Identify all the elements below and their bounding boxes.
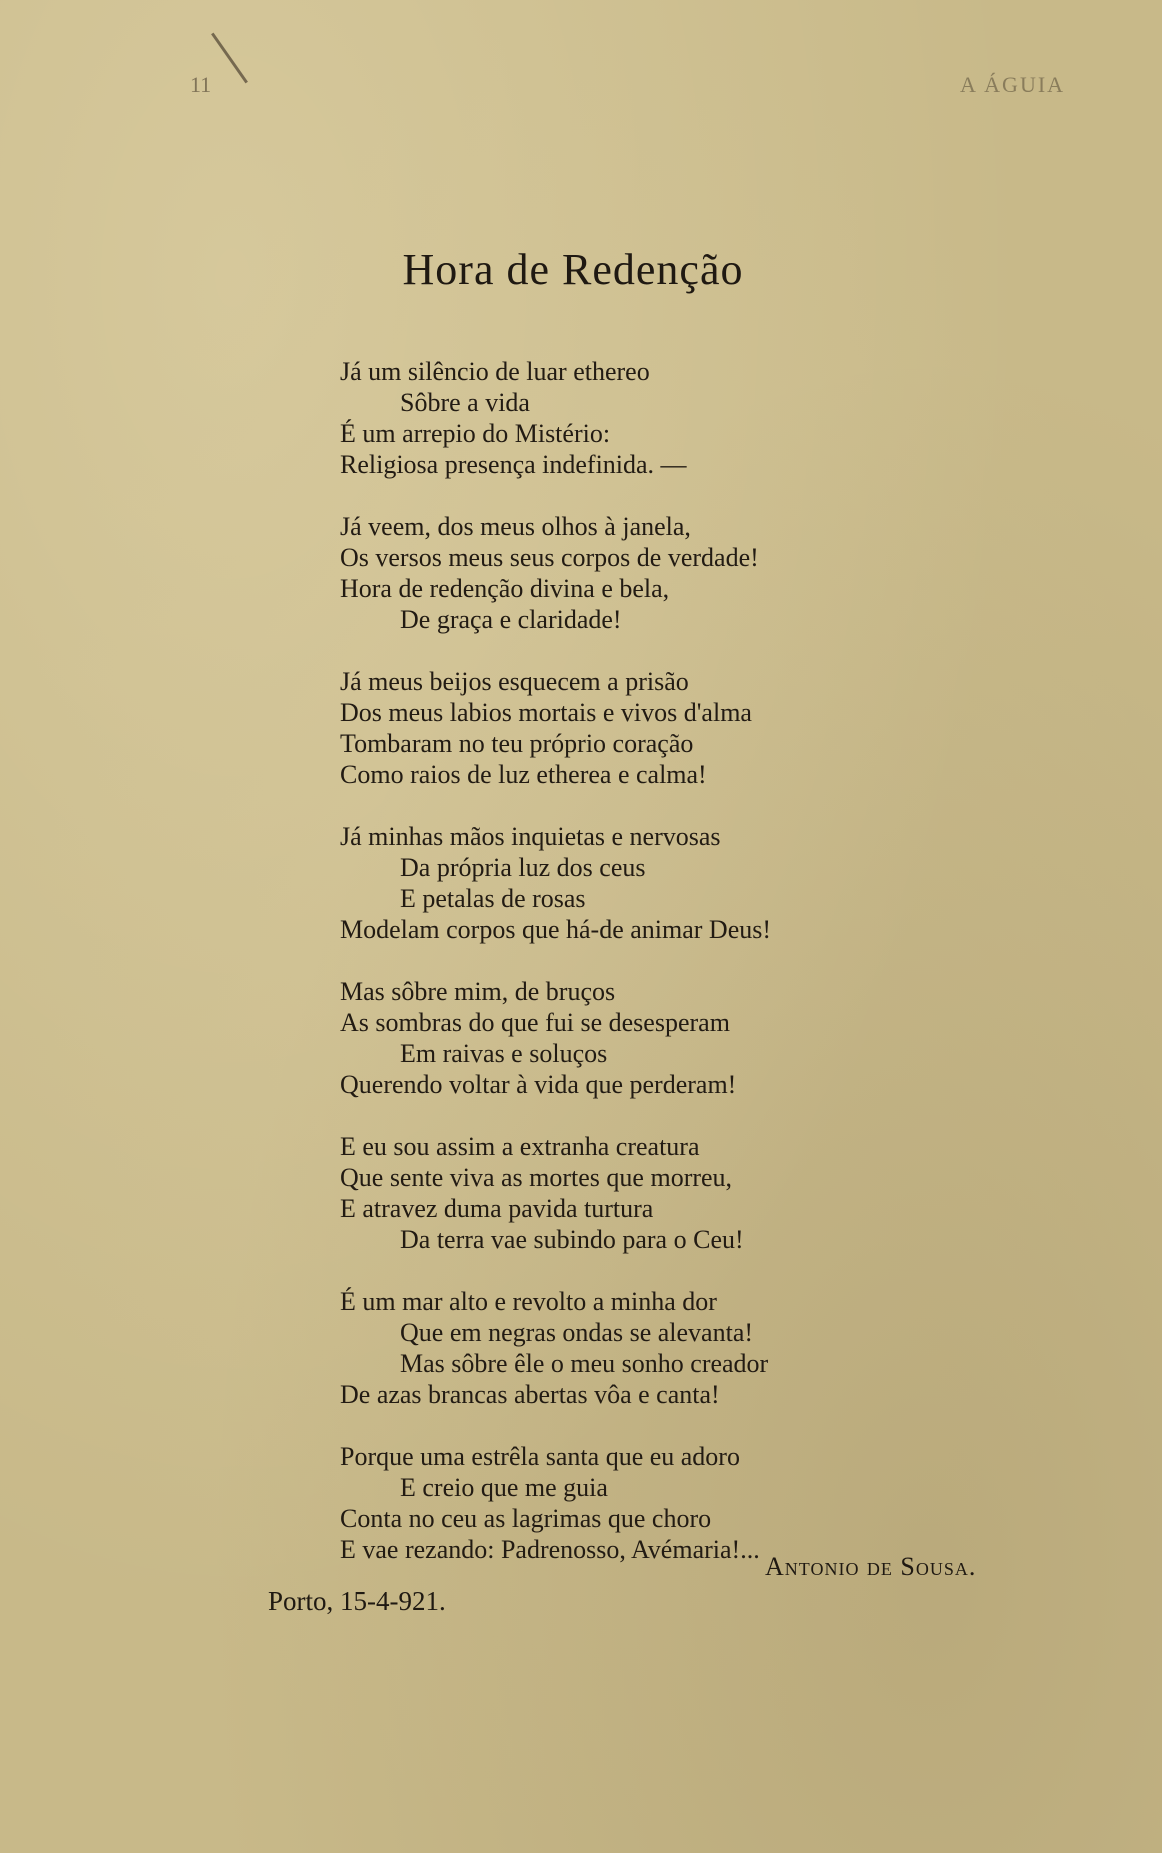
poem-line: Da própria luz dos ceus [400,853,646,882]
stanza [340,666,1040,790]
page-number: 11 [190,72,212,97]
poem-line: Os versos meus seus corpos de verdade! [340,543,759,572]
poem-line: Já meus beijos esquecem a prisão [340,667,689,696]
poem-line: Modelam corpos que há-de animar Deus! [340,915,772,944]
place-date: Porto, 15-4-921. [268,1586,446,1616]
poem-line: E creio que me guia [400,1473,608,1502]
stanza [340,821,1040,945]
poem-line: Que em negras ondas se alevanta! [400,1318,754,1347]
stanza [340,1286,1040,1410]
poem-body [340,356,1040,1596]
author-signature: Antonio de Sousa. [765,1552,977,1581]
poem-line: Que sente viva as mortes que morreu, [340,1163,733,1192]
stanza [340,1131,1040,1255]
poem-title: Hora de Redenção [402,245,744,294]
poem-line: É um mar alto e revolto a minha dor [340,1287,717,1316]
stanza [340,511,1040,635]
poem-line: Dos meus labios mortais e vivos d'alma [340,698,752,727]
stanza [340,1441,1040,1565]
poem-line: Como raios de luz etherea e calma! [340,760,707,789]
running-head: A ÁGUIA [960,72,1066,97]
poem-line: Hora de redenção divina e bela, [340,574,670,603]
poem-line: As sombras do que fui se desesperam [340,1008,730,1037]
poem-line: É um arrepio do Mistério: [340,419,611,448]
poem-line: E petalas de rosas [400,884,586,913]
poem-line: Querendo voltar à vida que perderam! [340,1070,737,1099]
stanza [340,976,1040,1100]
poem-line: Da terra vae subindo para o Ceu! [400,1225,744,1254]
poem-line: Já um silêncio de luar ethereo [340,357,650,386]
poem-line: Mas sôbre êle o meu sonho creador [400,1349,769,1378]
poem-line: Mas sôbre mim, de bruços [340,977,616,1006]
poem-line: De azas brancas abertas vôa e canta! [340,1380,720,1409]
poem-line: Em raivas e soluços [400,1039,608,1068]
poem-line: Tombaram no teu próprio coração [340,729,694,758]
poem-line: Conta no ceu as lagrimas que choro [340,1504,712,1533]
poem-line: De graça e claridade! [400,605,622,634]
poem-line: Já minhas mãos inquietas e nervosas [340,822,721,851]
poem-line: E vae rezando: Padrenosso, Avémaria!... [340,1535,760,1564]
poem-line: Religiosa presença indefinida. — [340,450,687,479]
poem-line: E atravez duma pavida turtura [340,1194,654,1223]
ink-mark [211,33,248,84]
poem-line: Porque uma estrêla santa que eu adoro [340,1442,740,1471]
poem-line: E eu sou assim a extranha creatura [340,1132,700,1161]
stanza [340,356,1040,480]
poem-line: Sôbre a vida [400,388,530,417]
poem-line: Já veem, dos meus olhos à janela, [340,512,691,541]
